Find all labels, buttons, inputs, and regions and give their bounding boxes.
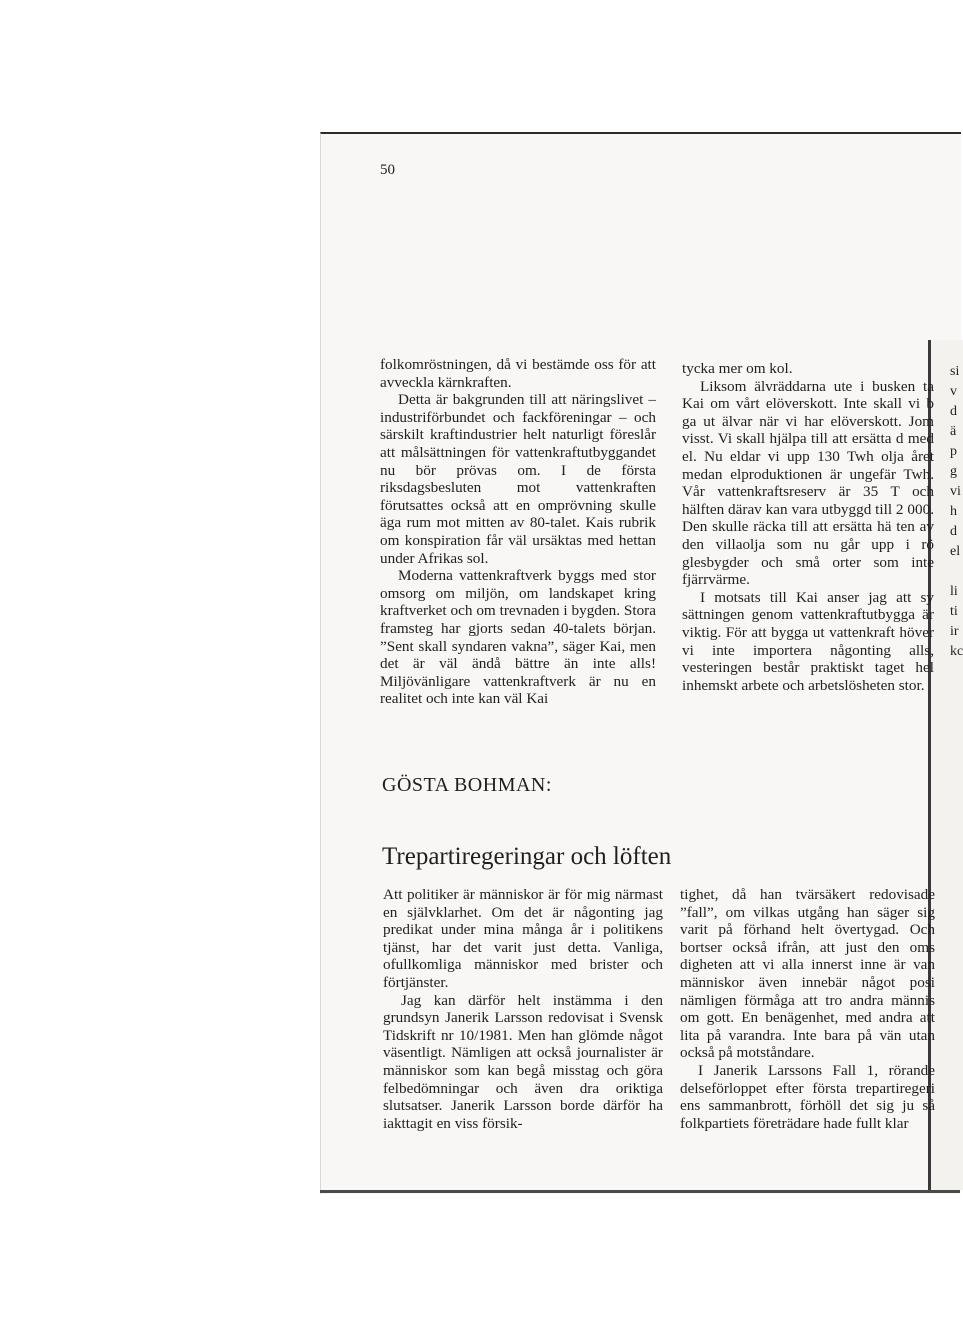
paragraph: tighet, då han tvärsäkert redovisade ”fall”, om vilkas utgång han säger sig varit på förhand helt övertygad. Och bortser också ifrån, att just den oms digheten att vi alla innerst inne är van människor även innebär något posi nämligen förmåga att tro andra männis om gott. En benägenhet, med andra att lita på varandra. Inte bara på vän utan också på motståndare. [680, 886, 935, 1062]
edge-fragment: ir [950, 624, 959, 639]
article-title: Trepartiregeringar och löften [382, 843, 672, 870]
article-author: GÖSTA BOHMAN: [382, 774, 552, 796]
edge-fragment: h [950, 504, 957, 519]
paragraph: Att politiker är människor är för mig närmast en självklarhet. Om det är någonting jag predikat under mina många år i politikens tjänst, har det varit just detta. Vanliga, ofullkomliga människor med brister och förtjänster. [383, 886, 663, 991]
bottom-right-column [680, 886, 935, 1132]
paragraph: Liksom älvräddarna ute i busken ta Kai om vårt elöverskott. Inte skall vi b ga ut älvar när vi har elöverskott. Jom visst. Vi skall hjälpa till att ersätta d med el. Nu eldar vi upp 130 Twh olja året medan elproduktionen är ungefär Twh. Vår vattenkraftsreserv är 35 T och hälften därav kan vara utbyggd till 2 000. Den skulle räcka till att ersätta hä ten av den villaolja som nu går upp i rö glesbygder och små orter som inte fjärrvärme. [682, 377, 934, 589]
edge-fragment: vi [950, 484, 961, 499]
edge-fragment: ä [950, 424, 957, 439]
edge-fragment: d [950, 524, 957, 539]
next-page-edge-text [950, 362, 963, 662]
edge-fragment: kc [950, 644, 963, 659]
edge-fragment [950, 562, 960, 582]
edge-fragment: ti [950, 604, 958, 619]
page-bottom-edge [320, 1190, 960, 1193]
edge-fragment: si [950, 364, 960, 379]
edge-fragment: d [950, 404, 957, 419]
top-right-column [682, 360, 934, 694]
paragraph: Jag kan därför helt instämma i den grundsyn Janerik Larsson redovisat i Svensk Tidskrift nr 10/1981. Men han glömde något väsentligt. Nämligen att också journalister är människor som kan begå misstag och göra felbedömningar och även dra oriktiga slutsatser. Janerik Larsson borde därför ha iakttagit en viss försik- [383, 991, 663, 1132]
edge-fragment: g [950, 464, 957, 479]
paragraph: folkomröstningen, då vi bestämde oss för att avveckla kärnkraften. [380, 356, 656, 391]
paragraph: Detta är bakgrunden till att näringslivet – industriförbundet och fackföreningar – och särskilt kraftindustrier helt naturligt föreslår att målsättningen för vattenkraftutbyggandet nu bör prövas om. I de första riksdagsbesluten mot vattenkraften förutsattes också att en omprövning skulle äga rum mot mitten av 80-talet. Kais rubrik om konspiration får väl ursäktas med hettan under Afrikas sol. [380, 391, 656, 567]
paragraph: Moderna vattenkraftverk byggs med stor omsorg om miljön, om landskapet kring kraftverket och om trevnaden i bygden. Stora framsteg har gjorts sedan 40-talets början. ”Sent skall syndaren vakna”, säger Kai, men det är väl ändå bättre än inte alls! Miljövänligare vattenkraftverk är nu en realitet och inte kan väl Kai [380, 567, 656, 708]
edge-fragment: v [950, 384, 957, 399]
bottom-left-column [383, 886, 663, 1132]
paragraph: I Janerik Larssons Fall 1, rörande delseförloppet efter första trepartiregeri ens sammanbrott, förhöll det sig ju så folkpartiets företrädare hade fullt klar [680, 1061, 935, 1132]
paragraph: tycka mer om kol. [682, 360, 793, 377]
top-left-column [380, 356, 656, 708]
edge-fragment: el [950, 544, 961, 559]
paragraph: I motsats till Kai anser jag att sy sättningen genom vattenkraftutbygga är viktig. För att bygga ut vattenkraft höver vi inte importera någonting alls, vesteringen består praktiskt taget hel inhemskt arbete och arbetslösheten stor. [682, 588, 934, 694]
edge-fragment: p [950, 444, 957, 459]
page-number: 50 [380, 162, 395, 178]
edge-fragment: li [950, 584, 958, 599]
